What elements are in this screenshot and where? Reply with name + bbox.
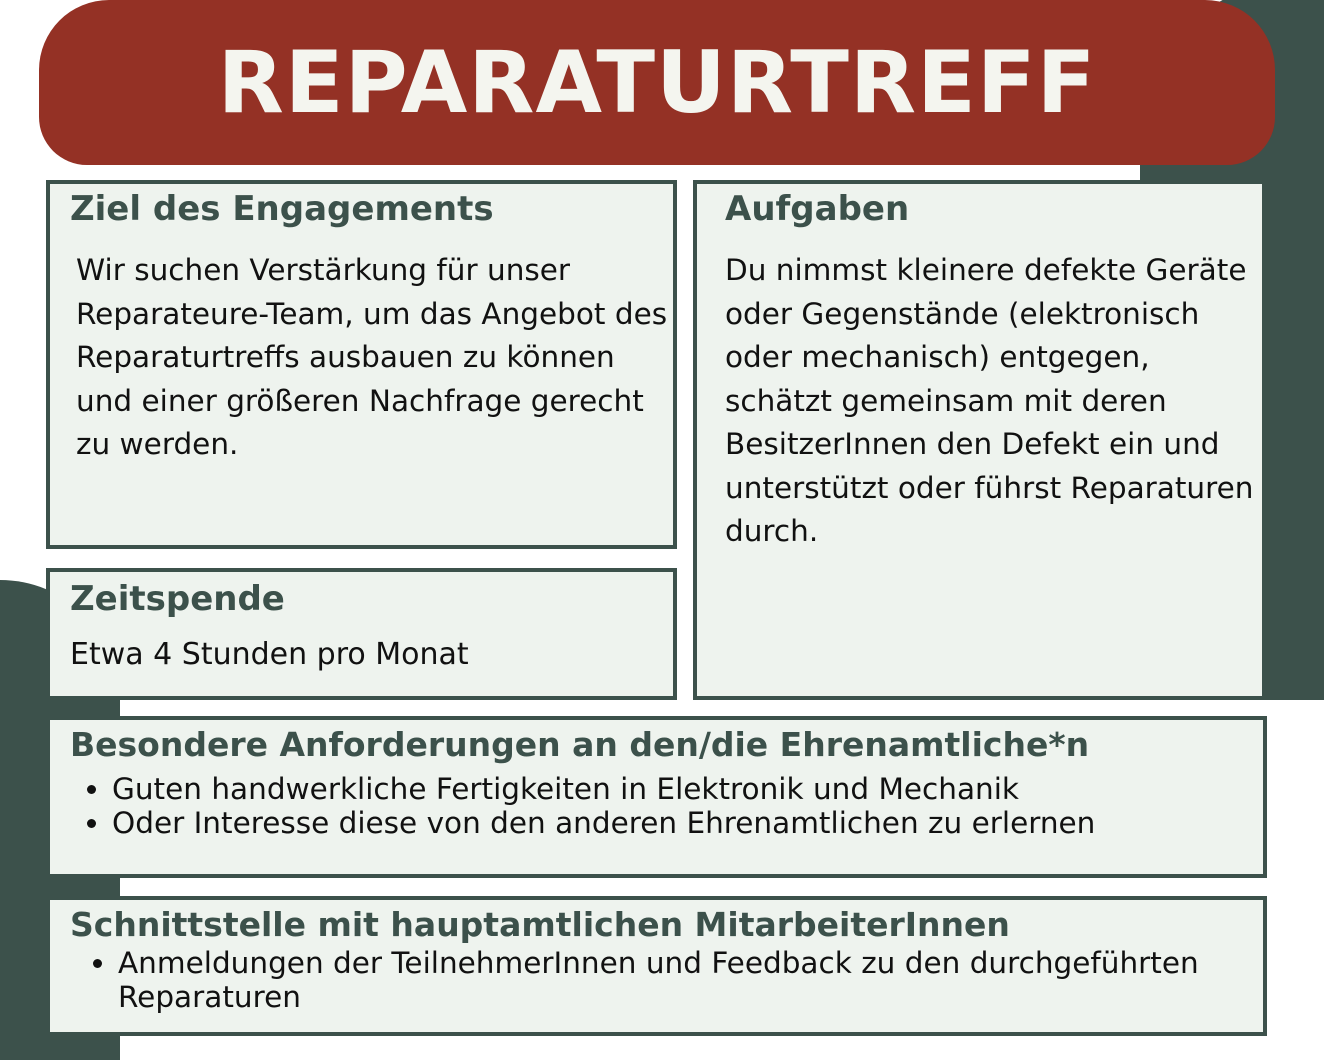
interface-heading: Schnittstelle mit hauptamtlichen MitarbeiterInnen: [70, 905, 1010, 944]
requirements-heading: Besondere Anforderungen an den/die Ehrenamtliche*n: [70, 725, 1090, 764]
list-item: • Guten handwerkliche Fertigkeiten in Elektronik und Mechanik: [112, 772, 1263, 806]
title-banner: [39, 0, 1275, 165]
goal-text: Wir suchen Verstärkung für unser Reparateure-Team, um das Angebot des Reparaturtreffs ausbauen zu können und einer größeren Nachfrage gerecht zu werden.: [76, 253, 668, 462]
time-card: [46, 568, 677, 700]
tasks-heading: Aufgaben: [725, 189, 910, 229]
goal-card: [46, 180, 677, 549]
requirements-card: [46, 716, 1267, 878]
time-heading: Zeitspende: [70, 579, 285, 619]
tasks-text: Du nimmst kleinere defekte Geräte oder Gegenstände (elektronisch oder mechanisch) entgegen, schätzt gemeinsam mit deren BesitzerInnen den Defekt ein und unterstützt oder führst Reparaturen durch.: [725, 253, 1254, 549]
time-text: Etwa 4 Stunden pro Monat: [70, 637, 469, 673]
list-item: • Oder Interesse diese von den anderen Ehrenamtlichen zu erlernen: [112, 806, 1263, 840]
interface-list: [70, 946, 1263, 1014]
requirements-list: [70, 772, 1263, 840]
interface-card: [46, 896, 1267, 1036]
page-title: REPARATURTREFF: [217, 32, 1097, 133]
tasks-card: [693, 180, 1266, 700]
goal-heading: Ziel des Engagements: [70, 189, 494, 229]
list-item: • Anmeldungen der TeilnehmerInnen und Feedback zu den durchgeführten Reparaturen: [118, 946, 1263, 1014]
